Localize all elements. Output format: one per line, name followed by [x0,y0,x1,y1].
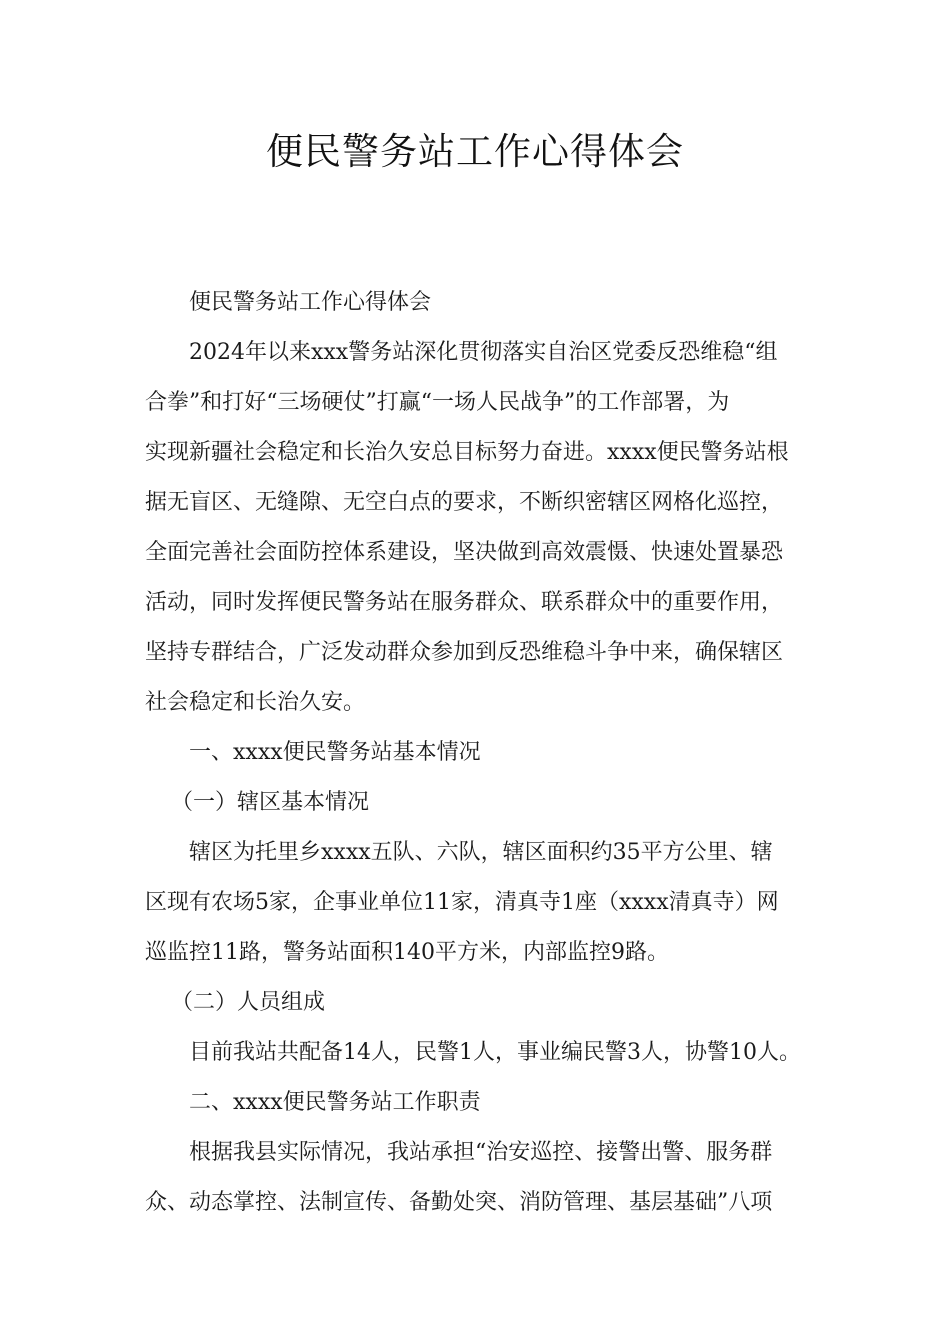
paragraph-subtitle: 便民警务站工作心得体会 [189,290,432,315]
paragraph-line: 全面完善社会面防控体系建设，坚决做到高效震慑、快速处置暴恐 [145,540,784,565]
section-heading: 一、xxxx便民警务站基本情况 [189,740,481,765]
paragraph-line: 众、动态掌控、法制宣传、备勤处突、消防管理、基层基础”八项 [145,1190,773,1215]
paragraph-line: 辖区为托里乡xxxx五队、六队，辖区面积约35平方公里、辖 [189,840,773,865]
document-title: 便民警务站工作心得体会 [266,130,684,173]
paragraph-line: 据无盲区、无缝隙、无空白点的要求，不断织密辖区网格化巡控， [145,490,784,515]
subsection-heading: （二）人员组成 [171,990,326,1015]
paragraph-line: 活动，同时发挥便民警务站在服务群众、联系群众中的重要作用， [145,590,784,615]
paragraph-line: 区现有农场5家，企事业单位11家，清真寺1座（xxxx清真寺）网 [145,890,779,915]
subsection-heading: （一）辖区基本情况 [171,790,370,815]
document-body [145,278,810,1228]
paragraph-line: 目前我站共配备14人，民警1人，事业编民警3人，协警10人。 [189,1040,801,1065]
paragraph-line: 社会稳定和长治久安。 [145,690,366,715]
paragraph-line: 合拳”和打好“三场硬仗”打赢“一场人民战争”的工作部署，为 [145,390,730,415]
paragraph-line: 巡监控11路，警务站面积140平方米，内部监控9路。 [145,940,669,965]
paragraph-line: 实现新疆社会稳定和长治久安总目标努力奋进。xxxx便民警务站根 [145,440,789,465]
paragraph-line: 根据我县实际情况，我站承担“治安巡控、接警出警、服务群 [189,1140,773,1165]
paragraph-line: 坚持专群结合，广泛发动群众参加到反恐维稳斗争中来，确保辖区 [145,640,784,665]
paragraph-line: 2024年以来xxx警务站深化贯彻落实自治区党委反恐维稳“组 [189,340,778,365]
section-heading: 二、xxxx便民警务站工作职责 [189,1090,481,1115]
